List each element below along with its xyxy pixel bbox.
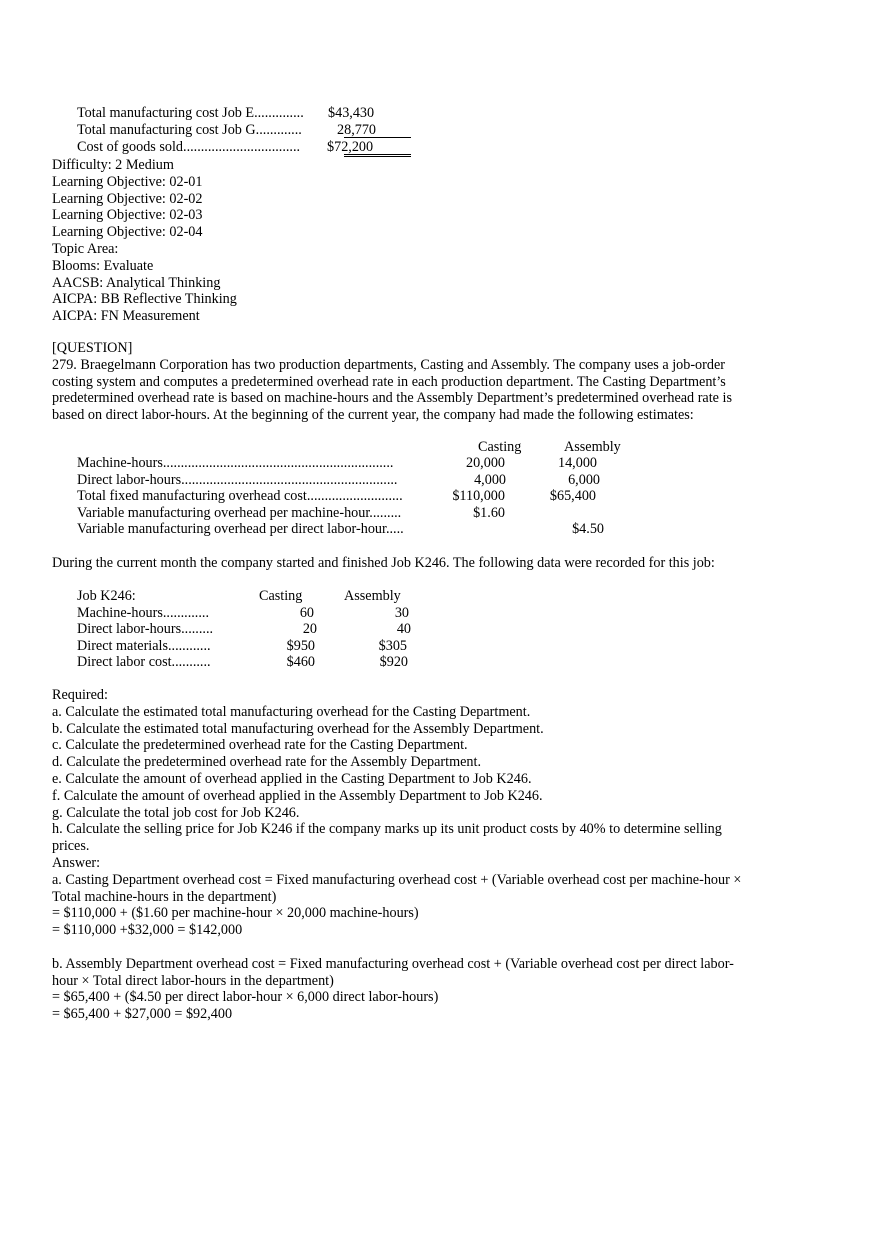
answer-b-line-4: = $65,400 + $27,000 = $92,400 <box>52 1006 233 1023</box>
summary-value-job-e: $43,430 <box>328 105 375 121</box>
question-tag: [QUESTION] <box>52 340 133 356</box>
summary-double-underline-bottom <box>344 156 411 157</box>
answer-b-line-1: b. Assembly Department overhead cost = Fixed manufacturing overhead cost + (Variable overhead cost per direct labor- <box>52 955 734 972</box>
estimates-row-casting: $110,000 <box>452 488 505 504</box>
answer-a-line-3: = $110,000 + ($1.60 per machine-hour × 20,000 machine-hours) <box>52 905 419 922</box>
job-row-casting: $950 <box>286 638 315 654</box>
during-text: During the current month the company started and finished Job K246. The following data were recorded for this job: <box>52 555 715 571</box>
estimates-row-assembly: $4.50 <box>572 521 604 537</box>
estimates-row-label: Machine-hours................................................................. <box>77 455 394 471</box>
estimates-row-label: Variable manufacturing overhead per direct labor-hour..... <box>77 521 404 537</box>
estimates-row-assembly: 6,000 <box>568 472 600 488</box>
answer-b-line-3: = $65,400 + ($4.50 per direct labor-hour × 6,000 direct labor-hours) <box>52 989 439 1006</box>
meta-aacsb: AACSB: Analytical Thinking <box>52 274 221 291</box>
answer-a-line-2: Total machine-hours in the department) <box>52 888 277 905</box>
summary-label-cogs: Cost of goods sold................................. <box>77 139 301 155</box>
meta-learning-objective-4: Learning Objective: 02-04 <box>52 224 203 241</box>
meta-aicpa-bb: AICPA: BB Reflective Thinking <box>52 291 237 308</box>
meta-topic-area: Topic Area: <box>52 240 119 257</box>
required-item-g: g. Calculate the total job cost for Job K246. <box>52 804 300 821</box>
estimates-row-assembly: 14,000 <box>557 455 597 471</box>
estimates-row-label: Variable manufacturing overhead per machine-hour......... <box>77 505 402 521</box>
meta-learning-objective-1: Learning Objective: 02-01 <box>52 173 203 190</box>
job-row-assembly: 30 <box>394 605 409 621</box>
estimates-header-casting: Casting <box>478 439 522 455</box>
answer-spacer <box>52 939 741 956</box>
required-item-h: h. Calculate the selling price for Job K246 if the company marks up its unit product costs by 40% to determine selling <box>52 821 722 838</box>
required-block <box>52 687 741 1023</box>
estimates-row-assembly: $65,400 <box>549 488 596 504</box>
required-item-a: a. Calculate the estimated total manufacturing overhead for the Casting Department. <box>52 703 531 720</box>
question-line-3: predetermined overhead rate is based on machine-hours and the Assembly Department’s predetermined overhead rate is <box>52 390 732 407</box>
required-item-d: d. Calculate the predetermined overhead rate for the Assembly Department. <box>52 754 482 771</box>
required-item-c: c. Calculate the predetermined overhead rate for the Casting Department. <box>52 737 468 754</box>
job-header-assembly: Assembly <box>344 588 401 604</box>
summary-value-cogs: $72,200 <box>327 139 374 155</box>
summary-label-job-g: Total manufacturing cost Job G............. <box>77 122 302 138</box>
question-line-4: based on direct labor-hours. At the beginning of the current year, the company had made the following estimates: <box>52 407 694 424</box>
job-row-assembly: 40 <box>396 621 411 637</box>
job-row-label: Direct materials............ <box>77 638 211 654</box>
answer-a-line-1: a. Casting Department overhead cost = Fixed manufacturing overhead cost + (Variable overhead cost per machine-hour × <box>52 871 742 888</box>
summary-underline <box>344 137 411 138</box>
meta-learning-objective-3: Learning Objective: 02-03 <box>52 207 203 224</box>
required-item-h-cont: prices. <box>52 838 90 855</box>
meta-learning-objective-2: Learning Objective: 02-02 <box>52 190 203 207</box>
job-row-casting: 60 <box>299 605 314 621</box>
answer-title: Answer: <box>52 854 101 871</box>
question-line-2: costing system and computes a predetermined overhead rate in each production department. The Casting Department’s <box>52 373 726 390</box>
question-line-1: 279. Braegelmann Corporation has two production departments, Casting and Assembly. The company uses a job-order <box>52 356 725 373</box>
required-item-f: f. Calculate the amount of overhead applied in the Assembly Department to Job K246. <box>52 787 543 804</box>
required-item-b: b. Calculate the estimated total manufacturing overhead for the Assembly Department. <box>52 720 544 737</box>
job-row-casting: 20 <box>302 621 317 637</box>
job-header-casting: Casting <box>259 588 303 604</box>
summary-double-underline-top <box>344 154 411 155</box>
answer-b-line-2: hour × Total direct labor-hours in the department) <box>52 972 334 989</box>
estimates-row-label: Total fixed manufacturing overhead cost........................... <box>77 488 403 504</box>
job-row-label: Direct labor-hours......... <box>77 621 214 637</box>
job-title: Job K246: <box>77 588 136 604</box>
question-block <box>52 340 732 424</box>
required-item-e: e. Calculate the amount of overhead applied in the Casting Department to Job K246. <box>52 770 532 787</box>
job-row-assembly: $920 <box>379 654 408 670</box>
estimates-row-casting: 4,000 <box>474 472 506 488</box>
job-row-label: Machine-hours............. <box>77 605 209 621</box>
estimates-row-casting: $1.60 <box>473 505 505 521</box>
job-row-assembly: $305 <box>378 638 407 654</box>
meta-difficulty: Difficulty: 2 Medium <box>52 157 174 173</box>
job-row-label: Direct labor cost........... <box>77 654 211 670</box>
answer-a-line-4: = $110,000 +$32,000 = $142,000 <box>52 922 243 939</box>
estimates-row-label: Direct labor-hours............................................................. <box>77 472 398 488</box>
meta-aicpa-fn: AICPA: FN Measurement <box>52 308 200 325</box>
summary-value-job-g: 28,770 <box>337 122 377 138</box>
estimates-header-assembly: Assembly <box>564 439 621 455</box>
job-row-casting: $460 <box>286 654 315 670</box>
estimates-row-casting: 20,000 <box>465 455 505 471</box>
required-title: Required: <box>52 687 108 703</box>
meta-list <box>52 157 237 325</box>
meta-blooms: Blooms: Evaluate <box>52 257 154 274</box>
summary-label-job-e: Total manufacturing cost Job E.............. <box>77 105 304 121</box>
